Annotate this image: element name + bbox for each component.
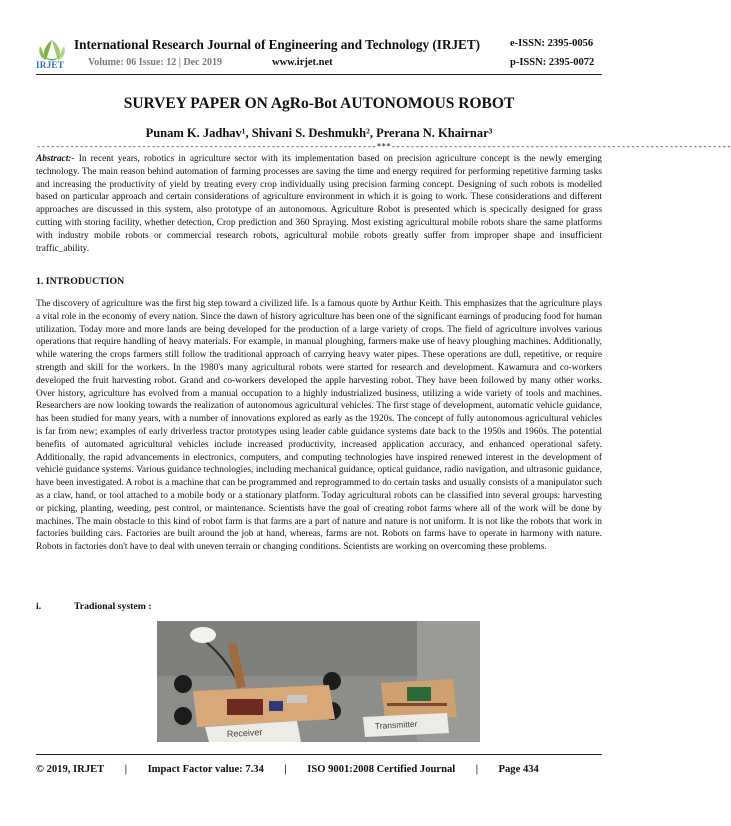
introduction-paragraph: The discovery of agriculture was the first big step toward a civilized life. Is a famous quote by Arthur Keith. This emphasizes that the agriculture plays a vital role in the economy of every nation. Since the dawn of history agriculture has been one of the significant earnings of producing food for human utilization. Today more and more lands are being developed for the production of a large variety of crops. The field of agriculture involves various operations that require handling of heavy materials. For example, in manual ploughing, farmers make use of heavy ploughing machines. Additionally, while watering the crops farmers still follow the traditional approach of carrying heavy water pipes. These operations are dull, repetitive, or require strength and skill for the workers. In the 1980's many agricultural robots were started for research and development. Kawamura and co-workers developed the fruit harvesting robot. Grand and co-workers developed the apple harvesting robot. They have been followed by many other works. Over history, agriculture has evolved from a manual occupation to a highly industrialized business, utilizing a wide variety of tools and machines. Researchers are now looking towards the realization of autonomous agricultural vehicles. The first stage of development, automatic vehicle guidance, has been studied for many years, with a number of innovations explored as early as the 1920s. The concept of fully autonomous agricultural vehicles is far from new; examples of early driverless tractor prototypes using leader cable guidance systems date back to the 1950s and 1960s. The potential benefits of automated agricultural vehicles include increased productivity, increased application accuracy, and enhanced operational safety. Additionally, the rapid advancements in electronics, computers, and computing technologies have inspired renewed interest in the development of vehicle guidance systems. Various guidance technologies, including mechanical guidance, optical guidance, radio navigation, and ultrasonic guidance, have been investigated. A robot is a machine that can be programmed and reprogrammed to do certain tasks and usually consists of a manipulator such as a claw, hand, or tool attached to a mobile body or a stationary platform. Today agricultural robots can be classified into several groups: harvesting or picking, planting, weeding, pest control, or maintenance. Scientists have the goal of creating robot farms where all of the work will be done by machines. The main obstacle to this kind of robot farm is that farms are a part of nature and nature is not uniform. It is not like the robots that work in factories building cars. Factories are built around the job at hand, whereas, farms are not. Robots on farms have to operate in harmony with nature. Robots in factories don't have to deal with uneven terrain or changing conditions. Scientists are working on overcoming these problems. xyxy=(36,299,602,553)
footer-impact-factor: Impact Factor value: 7.34 xyxy=(147,764,264,775)
footer-separator: | xyxy=(124,764,128,775)
p-issn: p-ISSN: 2395-0072 xyxy=(510,57,595,68)
robot-prototype-image xyxy=(157,621,480,742)
abstract-paragraph xyxy=(36,153,602,255)
subsection-number: i. xyxy=(36,601,42,612)
title-separator: -----------------------------------------------------------------------***----------------------------------------------------------------------- xyxy=(36,141,731,151)
subsection-heading xyxy=(36,601,152,612)
footer-separator: | xyxy=(284,764,287,775)
receiver-label: Receiver xyxy=(226,727,263,739)
logo-wordmark: IRJET xyxy=(36,60,65,70)
journal-website[interactable]: www.irjet.net xyxy=(272,57,333,68)
footer-separator: | xyxy=(475,764,479,775)
abstract-text: In recent years, robotics in agriculture sector with its implementation based on precision agriculture concept is the newly emerging technology. The main reason behind automation of farming processes are saving the time and energy required for performing repetitive farming tasks and increasing the productivity of yield by treating every crop individually using precision farming concept. Designing of such robots is modelled based on particular approach and certain considerations of agriculture environment in which it is going to work. These considerations and different approaches are discussed in this system, also prototype of an autonomous. Agriculture Robot is presented which is specically designed for grass cutting with storing facility, whether detection, Crop prediction and 360 Spraying. Most existing agricultural mobile robots share the same platforms with industry mobile robots or commercial research robots, agricultural mobile robots greatly suffer from improper shape and insufficient traffic_ability. xyxy=(36,154,602,254)
paper-title: SURVEY PAPER ON AgRo-Bot AUTONOMOUS ROBOT xyxy=(123,95,515,112)
footer-page-number: Page 434 xyxy=(498,764,539,775)
abstract-label: Abstract:- xyxy=(36,154,75,164)
transmitter-label: Transmitter xyxy=(374,718,418,731)
subsection-title: Tradional system : xyxy=(74,601,152,612)
footer-copyright: © 2019, IRJET xyxy=(36,764,105,775)
irjet-logo-icon xyxy=(34,36,70,76)
header-divider xyxy=(36,74,602,75)
e-issn: e-ISSN: 2395-0056 xyxy=(510,38,594,49)
paper-authors: Punam K. Jadhav¹, Shivani S. Deshmukh², Prerana N. Khairnar³ xyxy=(145,126,493,140)
section-heading-introduction: 1. INTRODUCTION xyxy=(36,276,125,287)
footer-iso: ISO 9001:2008 Certified Journal xyxy=(307,764,456,775)
volume-issue: Volume: 06 Issue: 12 | Dec 2019 xyxy=(88,57,223,68)
page-footer xyxy=(36,764,539,775)
footer-divider xyxy=(36,754,602,755)
journal-title: International Research Journal of Engineering and Technology (IRJET) xyxy=(74,37,481,52)
journal-header xyxy=(0,0,638,88)
traditional-system-photo xyxy=(157,621,480,742)
